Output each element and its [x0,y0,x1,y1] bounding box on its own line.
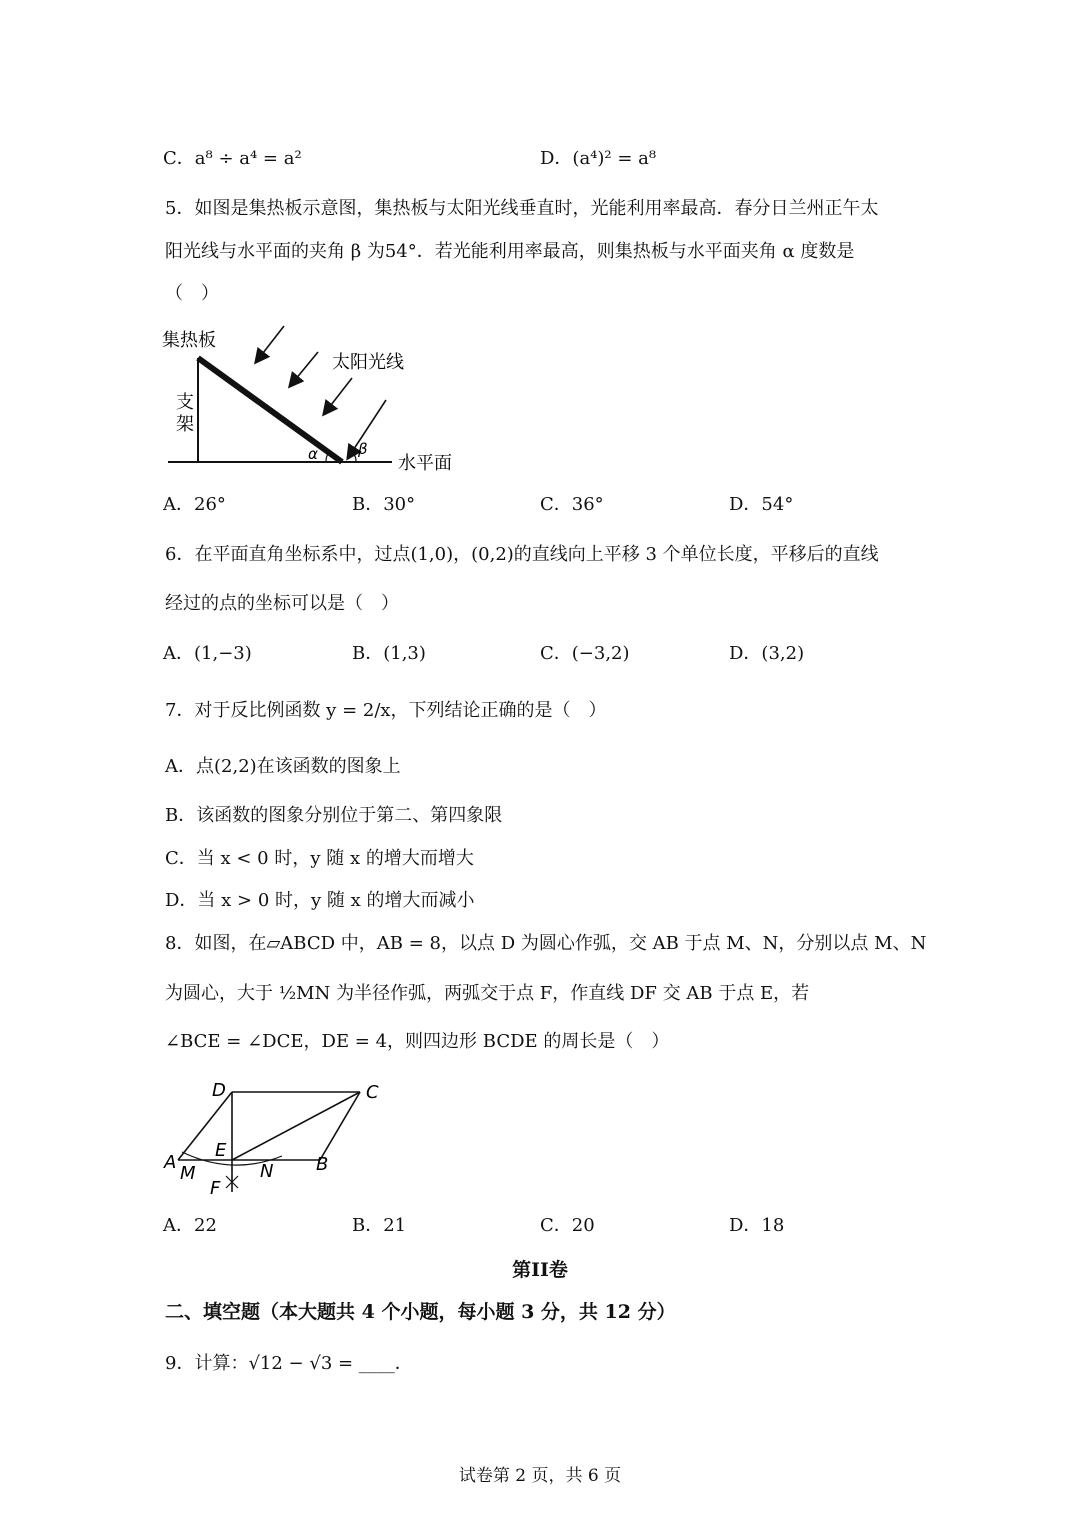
q6-option-c: C．(−3,2) [540,643,630,664]
label-a: A [164,1152,177,1173]
q8-option-c: C．20 [540,1215,595,1236]
q5-option-d: D．54° [729,494,794,515]
sun-ray [324,378,352,414]
q4-option-d: D．(a⁴)² = a⁸ [540,148,657,169]
q7-option-a: A．点(2,2)在该函数的图象上 [165,756,401,777]
q5-option-c: C．36° [540,494,604,515]
q6-option-b: B．(1,3) [352,643,426,664]
q8-text-line1: 8．如图，在▱ABCD 中，AB = 8，以点 D 为圆心作弧，交 AB 于点 M、N，分别以点 M、N [165,933,927,954]
label-e: E [215,1140,227,1161]
q7-option-b: B．该函数的图象分别位于第二、第四象限 [165,805,503,826]
q8-text-line2: 为圆心，大于 ½MN 为半径作弧，两弧交于点 F，作直线 DF 交 AB 于点 E，若 [165,983,810,1004]
parallelogram-figure [160,1072,400,1202]
sun-ray [256,326,284,362]
label-f: F [210,1178,221,1199]
q7-text: 7．对于反比例函数 y = 2/x，下列结论正确的是（ ） [165,700,607,721]
page-footer: 试卷第 2 页，共 6 页 [458,1466,622,1486]
q5-option-b: B．30° [352,494,416,515]
solar-panel-figure [160,318,470,478]
panel-label: 集热板 [162,330,216,351]
q8-option-a: A．22 [163,1215,217,1236]
q6-text-line1: 6．在平面直角坐标系中，过点(1,0)，(0,2)的直线向上平移 3 个单位长度，平移后的直线 [165,544,879,565]
q8-text-line3: ∠BCE = ∠DCE，DE = 4，则四边形 BCDE 的周长是（ ） [165,1031,670,1052]
q5-option-a: A．26° [163,494,226,515]
q5-text-line1: 5．如图是集热板示意图，集热板与太阳光线垂直时，光能利用率最高．春分日兰州正午太 [165,198,879,219]
label-d: D [212,1080,226,1101]
q4-option-c: C．a⁸ ÷ a⁴ = a² [163,148,302,169]
q8-option-b: B．21 [352,1215,407,1236]
support-label-char2: 架 [176,414,194,435]
section-heading: 二、填空题（本大题共 4 个小题，每小题 3 分，共 12 分） [165,1301,676,1323]
support-label-char1: 支 [176,392,194,413]
label-m: M [180,1163,196,1184]
volume-title: 第II卷 [512,1259,568,1281]
q7-option-c: C．当 x < 0 时，y 随 x 的增大而增大 [165,848,474,869]
sun-ray [290,352,318,386]
ground-label: 水平面 [398,453,452,474]
alpha-label: α [308,445,318,463]
q5-text-line2: 阳光线与水平面的夹角 β 为54°．若光能利用率最高，则集热板与水平面夹角 α 度数是 [165,241,855,262]
q7-option-d: D．当 x > 0 时，y 随 x 的增大而减小 [165,890,475,911]
beta-arc [350,450,356,462]
q6-text-line2: 经过的点的坐标可以是（ ） [165,593,399,614]
sunlight-label: 太阳光线 [332,352,404,373]
q9-text: 9．计算：√12 − √3 = ____． [165,1353,413,1374]
q6-option-a: A．(1,−3) [163,643,252,664]
label-b: B [316,1154,329,1175]
panel-line [198,358,342,462]
beta-label: β [358,440,368,458]
label-n: N [260,1161,274,1182]
q5-text-line3: （ ） [165,283,219,304]
q6-option-d: D．(3,2) [729,643,805,664]
label-c: C [366,1082,379,1103]
q8-option-d: D．18 [729,1215,785,1236]
